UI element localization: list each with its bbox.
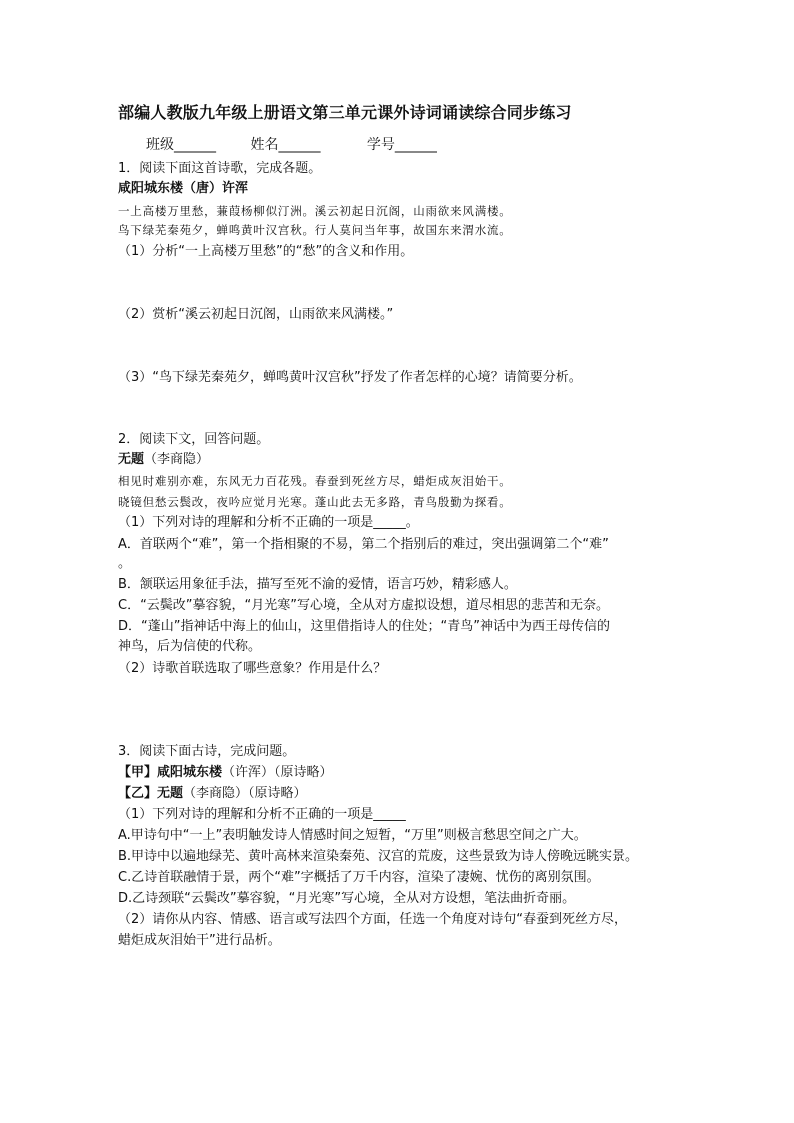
q2-option-a-line-2: 。: [118, 556, 132, 571]
q1-poem-title: 咸阳城东楼（唐）许浑: [118, 181, 249, 196]
q3-prompt: 3．阅读下面古诗，完成问题。: [118, 744, 296, 759]
q3-yi-note: （李商隐）（原诗略）: [183, 786, 307, 801]
class-field: 班级______: [146, 137, 216, 153]
q3-option-d: D.乙诗颈联“云鬓改”摹容貌，“月光寒”写心境，全从对方设想，笔法曲折奇丽。: [118, 891, 576, 906]
q2-subquestion-2: （2）诗歌首联选取了哪些意象？作用是什么？: [118, 661, 387, 676]
q3-subquestion-2-line-2: 蜡炬成灰泪始干”进行品析。: [118, 933, 281, 948]
q1-subquestion-3: （3）“鸟下绿芜秦苑夕，蝉鸣黄叶汉宫秋”抒发了作者怎样的心境？请简要分析。: [118, 370, 582, 385]
q2-poem-title: [118, 451, 209, 469]
q1-subquestion-1: （1）分析“一上高楼万里愁”的“愁”的含义和作用。: [118, 244, 414, 259]
q3-option-c: C.乙诗首联融情于景，两个“难”字概括了万千内容，渲染了凄婉、忧伤的离别氛围。: [118, 870, 600, 885]
q2-option-d-line-1: D．“蓬山”指神话中海上的仙山，这里借指诗人的住处；“青鸟”神话中为西王母传信的: [118, 619, 610, 634]
q2-option-b: B．颔联运用象征手法，描写至死不渝的爱情，语言巧妙，精彩感人。: [118, 577, 517, 592]
q1-prompt: 1．阅读下面这首诗歌，完成各题。: [118, 161, 322, 176]
q3-yi-label: 【乙】无题: [118, 786, 184, 801]
q2-poem-title-main: 无题: [118, 452, 145, 467]
q2-option-a-line-1: A．首联两个“难”，第一个指相聚的不易，第二个指别后的难过，突出强调第二个“难”: [118, 537, 609, 552]
name-field: 姓名______: [250, 137, 321, 153]
q3-subquestion-2-line-1: （2）请你从内容、情感、语言或写法四个方面，任选一个角度对诗句“春蚕到死丝方尽，: [118, 912, 628, 927]
q3-jia-label: 【甲】咸阳城东楼: [118, 765, 223, 780]
q1-poem-line-2: 鸟下绿芜秦苑夕，蝉鸣黄叶汉宫秋。行人莫问当年事，故国东来渭水流。: [118, 223, 512, 237]
q3-jia-note: （许浑）（原诗略）: [222, 765, 333, 780]
q3-poem-jia: [118, 764, 333, 782]
q3-subquestion-1: （1）下列对诗的理解和分析不正确的一项是_____: [118, 807, 406, 822]
q2-poem-title-author: （李商隐）: [144, 452, 210, 467]
student-info-row: [146, 134, 437, 154]
q2-poem-line-2: 晓镜但愁云鬓改，夜吟应觉月光寒。蓬山此去无多路，青鸟殷勤为探看。: [118, 495, 512, 509]
q2-poem-line-1: 相见时难别亦难，东风无力百花残。春蚕到死丝方尽，蜡炬成灰泪始干。: [118, 474, 512, 488]
number-field: 学号______: [366, 137, 437, 153]
q1-poem-line-1: 一上高楼万里愁，蒹葭杨柳似汀洲。溪云初起日沉阁，山雨欲来风满楼。: [118, 204, 512, 218]
q1-subquestion-2: （2）赏析“溪云初起日沉阁，山雨欲来风满楼。”: [118, 307, 394, 322]
q2-prompt: 2．阅读下文，回答问题。: [118, 432, 270, 447]
q2-subquestion-1: （1）下列对诗的理解和分析不正确的一项是_____。: [118, 515, 419, 530]
document-title: 部编人教版九年级上册语文第三单元课外诗词诵读综合同步练习: [118, 103, 572, 122]
q3-poem-yi: [118, 785, 307, 803]
q3-option-b: B.甲诗中以遍地绿芜、黄叶高林来渲染秦苑、汉宫的荒废，这些景致为诗人傍晚远眺实景。: [118, 849, 639, 864]
q3-option-a: A.甲诗句中“一上”表明触发诗人情感时间之短暂，“万里”则极言愁思空间之广大。: [118, 828, 587, 843]
q2-option-d-line-2: 神鸟，后为信使的代称。: [118, 639, 262, 654]
q2-option-c: C．“云鬓改”摹容貌，“月光寒”写心境，全从对方虚拟设想，道尽相思的悲苦和无奈。: [118, 598, 610, 613]
